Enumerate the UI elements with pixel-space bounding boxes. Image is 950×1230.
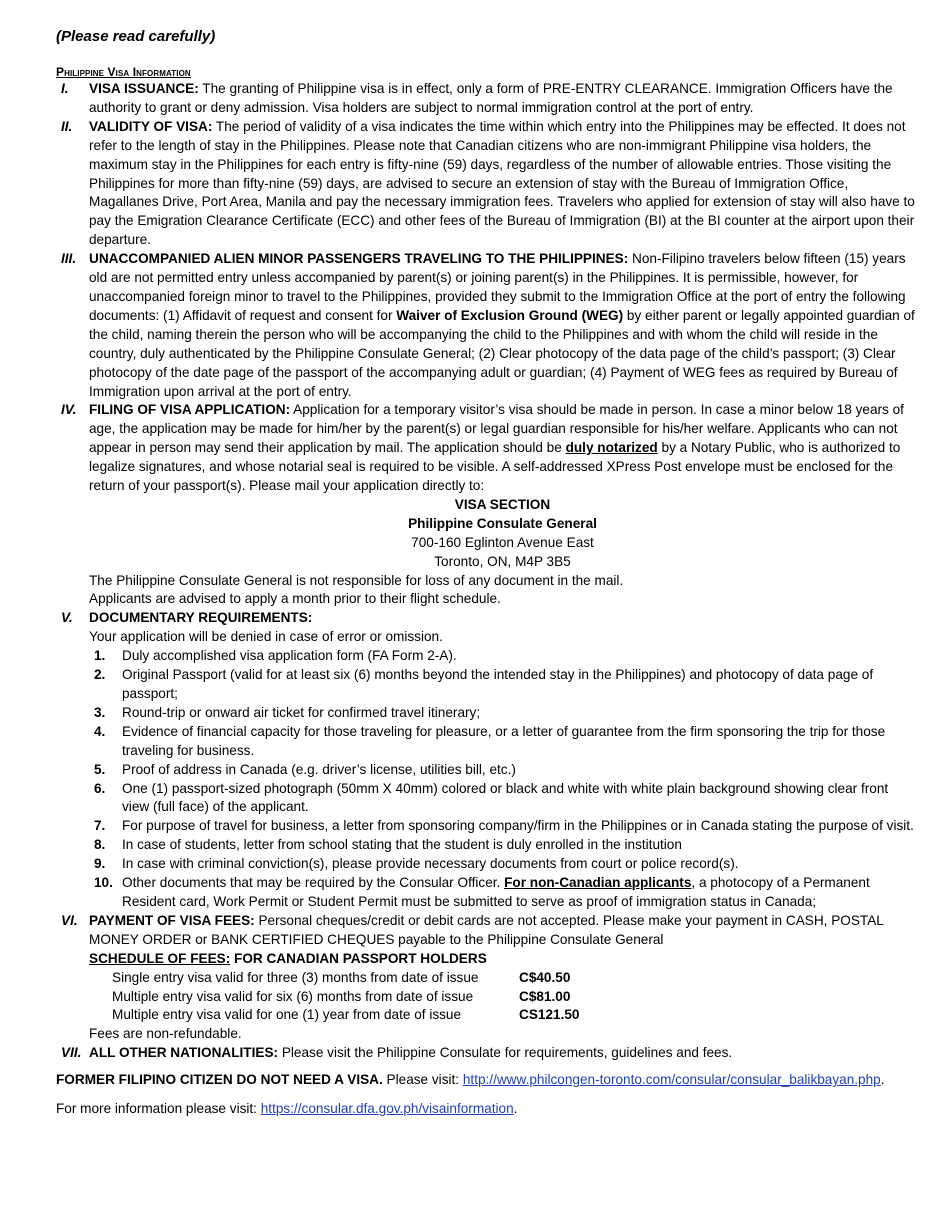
section-title: VALIDITY OF VISA: <box>89 118 213 134</box>
section-text-continued: by either parent or legally appointed guardian of the child, naming therein the person who will be accompanying the child to the Philippines and with whom the child will reside in the country, duly authenticated by the Philippine Consulate General; (2) Clear photocopy of the data page of the child’s passport; (3) Clear photocopy of the date page of the passport of the accompanying adult or guardian; (4) Payment of WEG fees as required by Bureau of Immigration upon arrival at the port of entry. <box>89 307 915 399</box>
schedule-suffix: FOR CANADIAN PASSPORT HOLDERS <box>230 950 487 966</box>
section-title: FILING OF VISA APPLICATION: <box>89 402 291 418</box>
non-canadian-emphasis: For non-Canadian applicants <box>504 875 692 891</box>
section-title: PAYMENT OF VISA FEES: <box>89 912 255 928</box>
schedule-of-fees-heading <box>89 950 916 969</box>
fee-amount: C$40.50 <box>519 969 571 985</box>
item-text: Other documents that may be required by the Consular Officer. <box>122 875 505 891</box>
section-title: ALL OTHER NATIONALITIES: <box>89 1045 279 1061</box>
fee-row <box>112 969 916 988</box>
more-info-note <box>56 1100 916 1119</box>
document <box>56 26 916 1129</box>
list-item <box>89 874 916 912</box>
section-filing-of-application <box>56 401 916 609</box>
apply-early-note: Applicants are advised to apply a month prior to their flight schedule. <box>89 591 501 607</box>
section-payment-of-fees <box>56 912 916 1044</box>
punctuation: . <box>513 1101 518 1117</box>
section-subtitle: Your application will be denied in case of error or omission. <box>89 629 443 645</box>
section-text: Please visit the Philippine Consulate for requirements, guidelines and fees. <box>278 1045 733 1061</box>
item-number: 4. <box>94 723 106 739</box>
list-item <box>89 704 916 723</box>
item-number: 6. <box>94 780 106 796</box>
section-unaccompanied-minors <box>56 250 916 401</box>
schedule-label: SCHEDULE OF FEES: <box>89 950 231 966</box>
list-item <box>89 666 916 704</box>
section-number: I. <box>61 81 69 96</box>
section-number: IV. <box>61 402 77 418</box>
more-info-text: For more information please visit: <box>56 1101 261 1117</box>
former-citizen-text: Please visit: <box>382 1072 463 1088</box>
list-item <box>89 836 916 855</box>
address-city: Toronto, ON, M4P 3B5 <box>434 553 571 569</box>
non-refundable-note: Fees are non-refundable. <box>89 1026 242 1042</box>
item-text: For purpose of travel for business, a letter from sponsoring company/firm in the Philippines or in Canada stating the purpose of visit. <box>122 818 914 834</box>
list-item <box>89 647 916 666</box>
section-text: Non-Filipino travelers below fifteen (15) years old are not permitted entry unless accompanied by parent(s) or joining parent(s) in the Philippines. It is permissible, however, for unaccompanied foreign minor to travel to the Philippines, provided they submit to the Immigration Office at the port of entry the following documents: (1) Affidavit of request and consent for <box>89 251 906 323</box>
section-other-nationalities <box>56 1044 916 1063</box>
section-title: DOCUMENTARY REQUIREMENTS: <box>89 610 313 626</box>
section-title: UNACCOMPANIED ALIEN MINOR PASSENGERS TRAVELING TO THE PHILIPPINES: <box>89 251 629 267</box>
address-consulate: Philippine Consulate General <box>408 515 597 531</box>
weg-term: Waiver of Exclusion Ground (WEG) <box>396 307 624 323</box>
section-number: VI. <box>61 912 78 928</box>
item-number: 7. <box>94 818 106 834</box>
page-heading: Philippine Visa Information <box>56 65 191 79</box>
address-street: 700-160 Eglinton Avenue East <box>411 534 594 550</box>
item-text: Round-trip or onward air ticket for confirmed travel itinerary; <box>122 704 481 720</box>
item-number: 5. <box>94 761 106 777</box>
former-citizen-bold: FORMER FILIPINO CITIZEN DO NOT NEED A VISA. <box>56 1072 383 1088</box>
section-number: V. <box>61 610 73 626</box>
fee-table <box>89 969 916 1026</box>
list-item <box>89 780 916 818</box>
item-text: In case of students, letter from school stating that the student is duly enrolled in the institution <box>122 837 682 853</box>
section-text: The granting of Philippine visa is in effect, only a form of PRE-ENTRY CLEARANCE. Immigration Officers have the authority to grant or deny admission. Visa holders are subject to normal immigration control at the port of entry. <box>89 81 893 115</box>
item-number: 9. <box>94 856 106 872</box>
balikbayan-link[interactable]: http://www.philcongen-toronto.com/consular/consular_balikbayan.php <box>462 1072 881 1088</box>
fee-description: Multiple entry visa valid for six (6) months from date of issue <box>112 988 474 1004</box>
section-title: VISA ISSUANCE: <box>89 81 199 96</box>
section-text: The period of validity of a visa indicates the time within which entry into the Philippines may be effected. It does not refer to the length of stay in the Philippines. Please note that Canadian citizens who are non-immigrant Philippine visa holders, the maximum stay in the Philippines for each entry is fifty-nine (59) days, regardless of the number of allowable entries. Those visiting the Philippines for more than fifty-nine (59) days, are advised to secure an extension of stay with the Bureau of Immigration Office, Magallanes Drive, Port Area, Manila and pay the necessary immigration fees. Travelers who applied for extension of stay will also have to pay the Emigration Clearance Certificate (ECC) and other fees of the Bureau of Immigration (BI) at the BI counter at the airport upon their departure. <box>89 118 915 248</box>
mail-loss-note: The Philippine Consulate General is not responsible for loss of any document in the mail. <box>89 572 624 588</box>
item-number: 3. <box>94 704 106 720</box>
duly-notarized-emphasis: duly notarized <box>565 440 658 456</box>
list-item <box>89 855 916 874</box>
item-text: Original Passport (valid for at least six (6) months beyond the intended stay in the Philippines) and photocopy of data page of passport; <box>122 667 874 701</box>
item-text: Evidence of financial capacity for those traveling for pleasure, or a letter of guarantee from the firm sponsoring the trip for those traveling for business. <box>122 723 886 758</box>
section-number: VII. <box>61 1045 82 1061</box>
section-text: Application for a temporary visitor’s visa should be made in person. In case a minor below 18 years of age, the application may be made for him/her by the parent(s) or legal guardian responsible for his/her welfare. Applicants who can not appear in person may send their application by mail. The application should be <box>89 402 904 456</box>
list-item <box>89 817 916 836</box>
item-text: Proof of address in Canada (e.g. driver’s license, utilities bill, etc.) <box>122 761 516 777</box>
item-number: 8. <box>94 837 106 853</box>
list-item <box>89 761 916 780</box>
section-number: II. <box>61 118 73 134</box>
section-visa-issuance <box>56 80 916 118</box>
fee-description: Single entry visa valid for three (3) months from date of issue <box>112 969 479 985</box>
item-text: Duly accomplished visa application form (FA Form 2-A). <box>122 648 457 664</box>
former-citizen-note <box>56 1071 916 1090</box>
list-item <box>89 723 916 761</box>
item-text: One (1) passport-sized photograph (50mm X 40mm) colored or black and white with white plain background showing clear front view (full face) of the applicant. <box>122 780 889 815</box>
address-visa-section: VISA SECTION <box>454 496 551 512</box>
section-number: III. <box>61 251 77 267</box>
section-text: Personal cheques/credit or debit cards are not accepted. Please make your payment in CASH, POSTAL MONEY ORDER or BANK CERTIFIED CHEQUES payable to the Philippine Consulate General <box>89 912 884 947</box>
section-validity-of-visa <box>56 118 916 250</box>
requirements-list <box>89 647 916 912</box>
section-text-continued: by a Notary Public, who is authorized to legalize signatures, and whose notarial seal is required to be visible. A self-addressed XPress Post envelope must be enclosed for the return of your passport(s). Please mail your application directly to: <box>89 440 901 494</box>
item-text-continued: , a photocopy of a Permanent Resident card, Work Permit or Student Permit must be submitted to serve as proof of immigration status in Canada; <box>122 875 870 909</box>
fee-amount: CS121.50 <box>519 1007 580 1023</box>
punctuation: . <box>880 1072 885 1088</box>
fee-amount: C$81.00 <box>519 988 571 1004</box>
fee-description: Multiple entry visa valid for one (1) year from date of issue <box>112 1007 462 1023</box>
intro-note: (Please read carefully) <box>56 28 216 45</box>
item-text: In case with criminal conviction(s), please provide necessary documents from court or police record(s). <box>122 856 739 872</box>
section-documentary-requirements <box>56 609 916 912</box>
footer <box>56 1071 916 1119</box>
item-number: 10. <box>94 875 113 891</box>
item-number: 2. <box>94 667 106 683</box>
fee-row <box>112 1006 916 1025</box>
fee-row <box>112 988 916 1007</box>
dfa-visa-information-link[interactable]: https://consular.dfa.gov.ph/visainformation <box>260 1101 514 1117</box>
item-number: 1. <box>94 648 106 664</box>
